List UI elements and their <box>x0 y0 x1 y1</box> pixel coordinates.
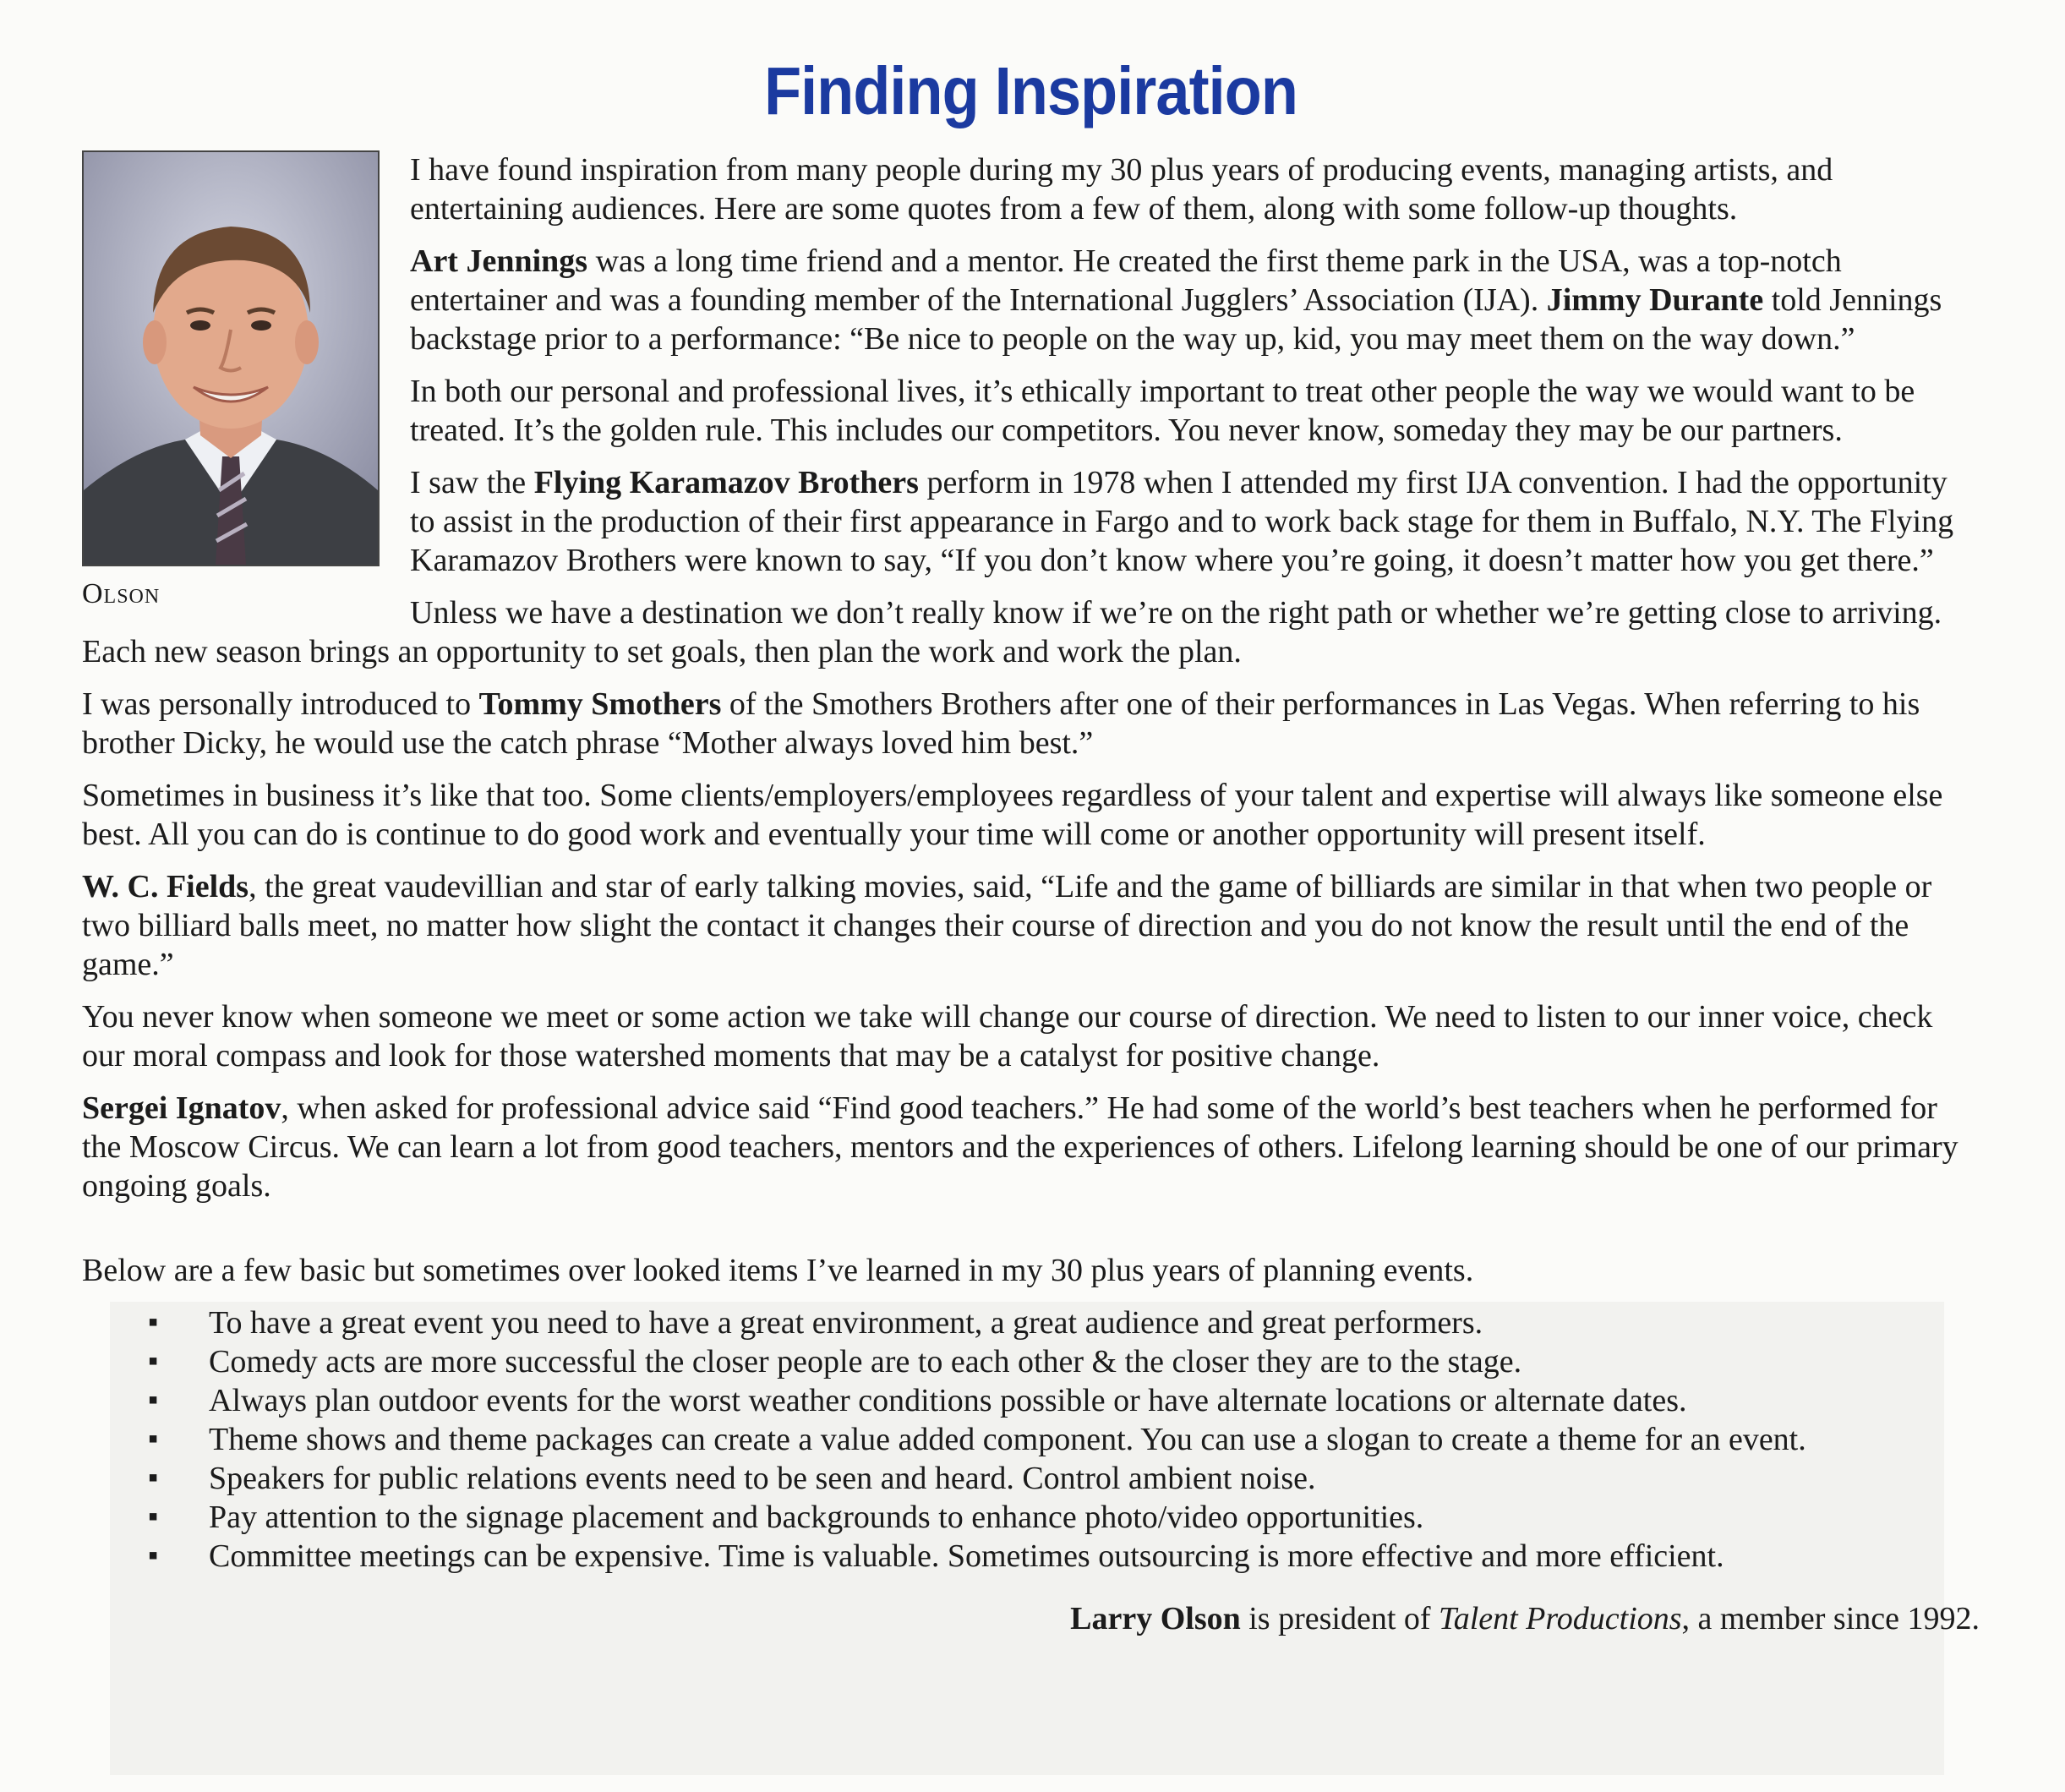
paragraph-business: Sometimes in business it’s like that too. Some clients/employers/employees regardless of your talent and expertise will always like someone else best. All you can do is continue to do good work and eventually your time will come or another opportunity will present itself. <box>82 778 1943 852</box>
paragraph-text: told Jennings backstage prior to a performance: “Be nice to people on the way up, kid, you may meet them on the way down.” <box>410 282 1942 357</box>
author-name: Larry Olson <box>1070 1601 1241 1636</box>
list-item: ▪ Pay attention to the signage placement and backgrounds to enhance photo/video opportunities. <box>82 1498 1980 1537</box>
author-photo <box>82 150 380 566</box>
name-wc-fields: W. C. Fields <box>82 869 249 904</box>
list-item: ▪ Committee meetings can be expensive. Time is valuable. Sometimes outsourcing is more effective and more efficient. <box>82 1537 1980 1576</box>
list-item: ▪ Theme shows and theme packages can create a value added component. You can use a slogan to create a theme for an event. <box>82 1420 1980 1459</box>
page-title: Finding Inspiration <box>764 53 1297 128</box>
portrait-image <box>84 152 378 565</box>
section-spacer <box>82 1219 1980 1251</box>
paragraph-inner-voice: You never know when someone we meet or some action we take will change our course of direction. We need to listen to our inner voice, check our moral compass and look for those watershed moments that may be a catalyst for positive change. <box>82 999 1933 1074</box>
paragraph-text: perform in 1978 when I attended my first IJA convention. I had the opportunity to assist in the production of their first appearance in Fargo and to work back stage for them in Buffalo, N.Y. The Flying Karamazov Brothers were known to say, “If you don’t know where you’re going, it doesn’t matter how you get there.” <box>410 465 1954 578</box>
paragraph-text: I was personally introduced to <box>82 686 479 722</box>
list-item: ▪ Always plan outdoor events for the worst weather conditions possible or have alternate locations or alternate dates. <box>82 1381 1980 1420</box>
paragraph-wc-fields <box>82 867 1980 984</box>
signature-text: is president of <box>1240 1601 1439 1636</box>
signature-text: , a member since 1992. <box>1681 1601 1980 1636</box>
list-item: ▪ Comedy acts are more successful the closer people are to each other & the closer they are to the stage. <box>82 1342 1980 1381</box>
list-item: ▪ To have a great event you need to have a great environment, a great audience and great performers. <box>82 1303 1980 1342</box>
paragraph-text: , when asked for professional advice said “Find good teachers.” He had some of the world’s best teachers when he performed for the Moscow Circus. We can learn a lot from good teachers, mentors and the experiences of others. Lifelong learning should be one of our primary ongoing goals. <box>82 1090 1958 1204</box>
tips-list <box>82 1303 1980 1576</box>
paragraph-destination: Unless we have a destination we don’t really know if we’re on the right path or whether we’re getting close to arriving. Each new season brings an opportunity to set goals, then plan the work and work the plan. <box>82 595 1942 669</box>
name-jimmy-durante: Jimmy Durante <box>1546 282 1764 318</box>
author-signature <box>82 1599 1980 1638</box>
company-name: Talent Productions <box>1439 1601 1682 1636</box>
name-art-jennings: Art Jennings <box>410 243 588 279</box>
paragraph-sergei-ignatov <box>82 1089 1980 1205</box>
paragraph-smothers <box>82 685 1980 762</box>
name-flying-karamazov-brothers: Flying Karamazov Brothers <box>533 465 919 500</box>
author-photo-block <box>82 150 380 614</box>
paragraph-text: of the Smothers Brothers after one of their performances in Las Vegas. When referring to his brother Dicky, he would use the catch phrase “Mother always loved him best.” <box>82 686 1920 761</box>
paragraph-text: , the great vaudevillian and star of early talking movies, said, “Life and the game of billiards are similar in that when two people or two billiard balls meet, no matter how slight the contact it changes their course of direction and you do not know the result until the end of the game.” <box>82 869 1932 982</box>
name-sergei-ignatov: Sergei Ignatov <box>82 1090 281 1126</box>
list-item: ▪ Speakers for public relations events need to be seen and heard. Control ambient noise. <box>82 1459 1980 1498</box>
photo-caption: Olson <box>82 578 161 609</box>
paragraph-golden-rule: In both our personal and professional lives, it’s ethically important to treat other people the way we would want to be treated. It’s the golden rule. This includes our competitors. You never know, someday they may be our partners. <box>410 374 1915 448</box>
intro-paragraph: I have found inspiration from many people during my 30 plus years of producing events, managing artists, and entertaining audiences. Here are some quotes from a few of them, along with some follow-up thoughts. <box>410 152 1833 227</box>
article <box>82 51 1980 1652</box>
list-intro: Below are a few basic but sometimes over looked items I’ve learned in my 30 plus years of planning events. <box>82 1253 1474 1288</box>
paragraph-text: I saw the <box>410 465 534 500</box>
paragraph-text: was a long time friend and a mentor. He created the first theme park in the USA, was a top-notch entertainer and was a founding member of the International Jugglers’ Association (IJA). <box>410 243 1842 318</box>
name-tommy-smothers: Tommy Smothers <box>478 686 722 722</box>
